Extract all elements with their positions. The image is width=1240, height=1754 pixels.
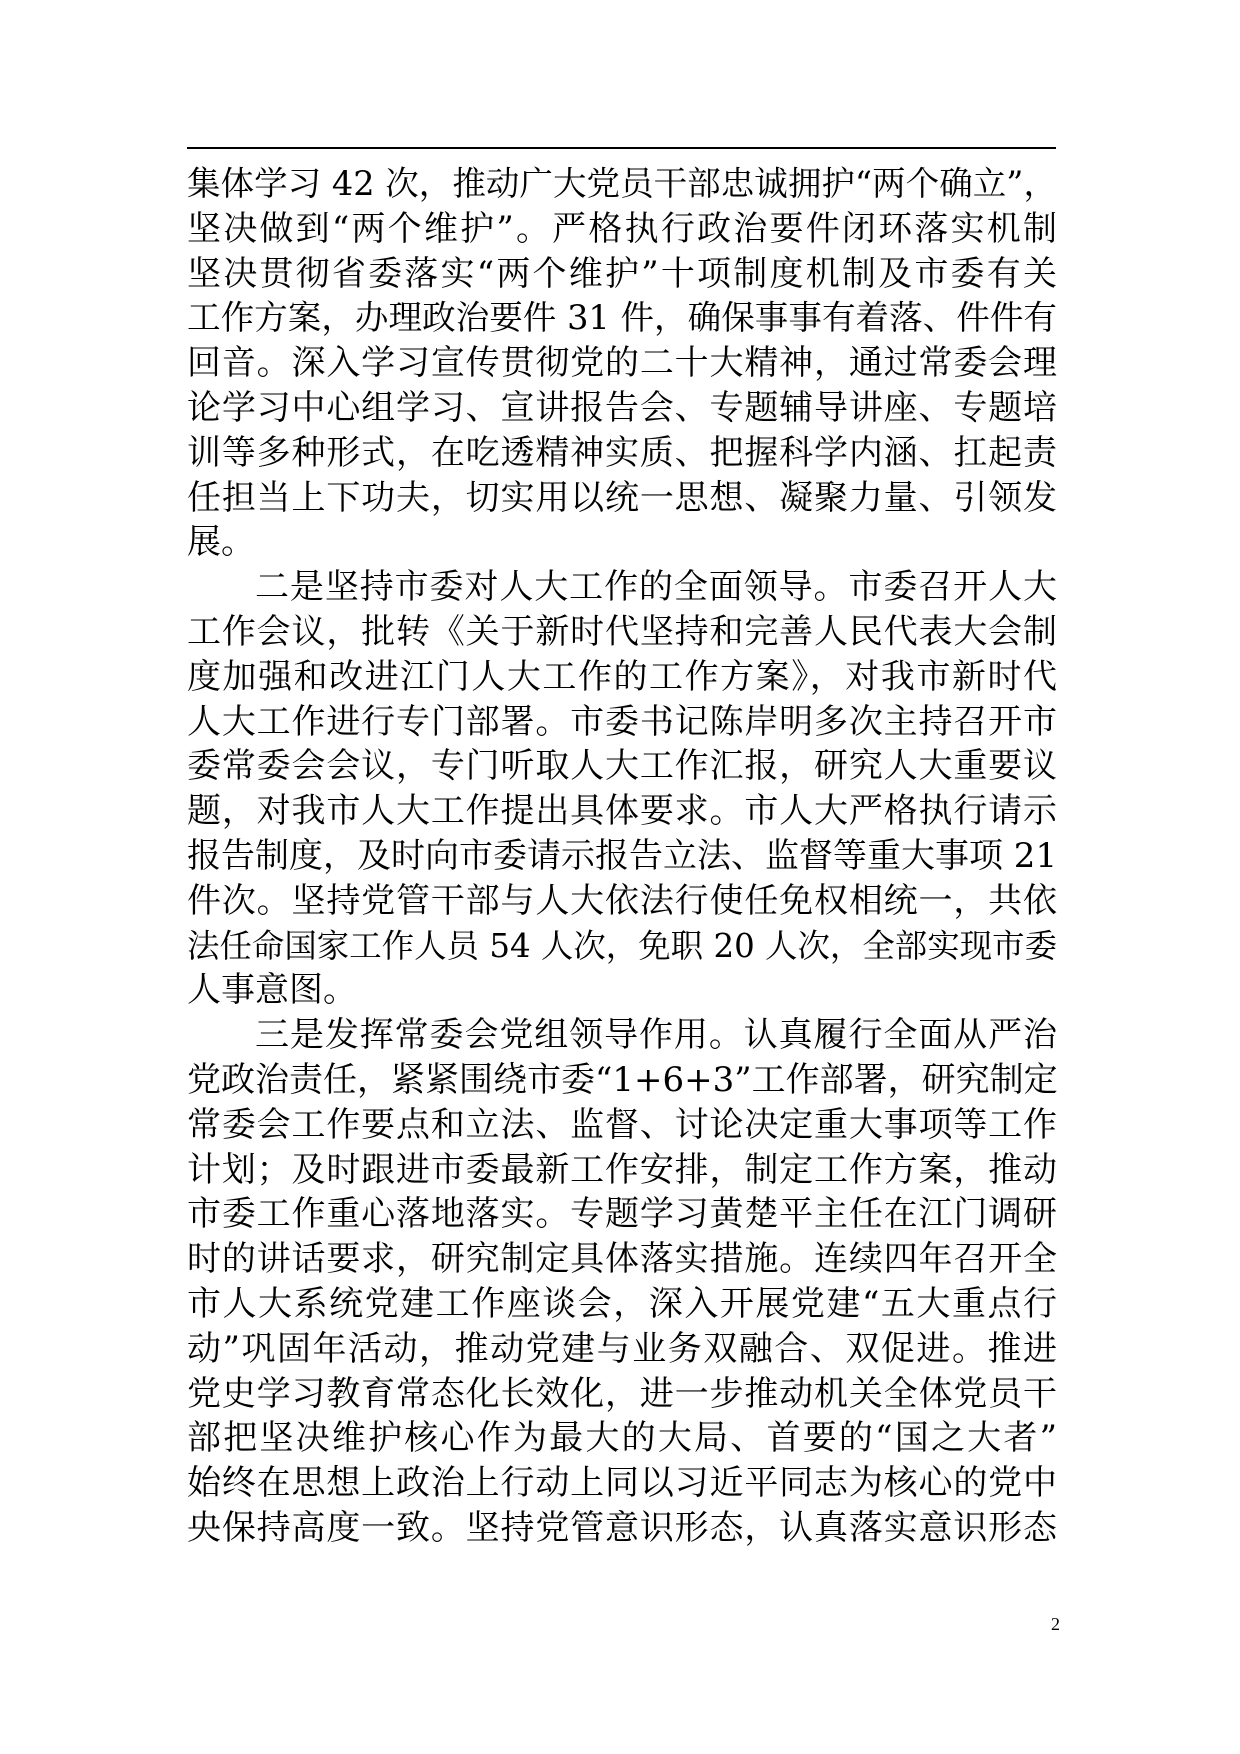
text-line: 常委会工作要点和立法、监督、讨论决定重大事项等工作 — [187, 1104, 1057, 1145]
text-line: 委常委会会议，专门听取人大工作汇报，研究人大重要议 — [187, 746, 1057, 787]
text-line: 人大工作进行专门部署。市委书记陈岸明多次主持召开市 — [187, 701, 1057, 742]
text-line: 论学习中心组学习、宣讲报告会、专题辅导讲座、专题培 — [187, 387, 1057, 428]
text-line: 党政治责任，紧紧围绕市委“1+6+3”工作部署，研究制定 — [187, 1059, 1058, 1100]
text-line: 报告制度，及时向市委请示报告立法、监督等重大事项 21 — [187, 835, 1058, 876]
body-text — [187, 162, 1057, 1551]
text-line: 央保持高度一致。坚持党管意识形态，认真落实意识形态 — [187, 1507, 1057, 1548]
text-line: 市人大系统党建工作座谈会，深入开展党建“五大重点行 — [187, 1283, 1057, 1324]
text-line: 题，对我市人大工作提出具体要求。市人大严格执行请示 — [187, 791, 1057, 832]
text-line: 党史学习教育常态化长效化，进一步推动机关全体党员干 — [187, 1373, 1057, 1414]
text-line: 坚决做到“两个维护”。严格执行政治要件闭环落实机制 — [187, 208, 1057, 249]
text-line: 件次。坚持党管干部与人大依法行使任免权相统一，共依 — [187, 880, 1057, 921]
text-line: 三是发挥常委会党组领导作用。认真履行全面从严治 — [255, 1015, 1057, 1056]
text-line: 工作会议，批转《关于新时代坚持和完善人民代表大会制 — [187, 611, 1057, 652]
text-line: 坚决贯彻省委落实“两个维护”十项制度机制及市委有关 — [187, 253, 1057, 294]
paragraph — [187, 1013, 1057, 1551]
text-line: 二是坚持市委对人大工作的全面领导。市委召开人大 — [255, 567, 1057, 608]
paragraph — [187, 565, 1057, 1013]
text-line: 度加强和改进江门人大工作的工作方案》，对我市新时代 — [187, 656, 1057, 697]
text-line: 计划；及时跟进市委最新工作安排，制定工作方案，推动 — [187, 1149, 1057, 1190]
page-number: 2 — [1051, 1614, 1060, 1634]
text-line: 法任命国家工作人员 54 人次，免职 20 人次，全部实现市委 — [187, 926, 1057, 965]
text-line: 回音。深入学习宣传贯彻党的二十大精神，通过常委会理 — [187, 343, 1057, 384]
text-line: 部把坚决维护核心作为最大的大局、首要的“国之大者” — [187, 1418, 1057, 1459]
text-line: 任担当上下功夫，切实用以统一思想、凝聚力量、引领发 — [187, 477, 1057, 518]
text-line: 动”巩固年活动，推动党建与业务双融合、双促进。推进 — [187, 1328, 1057, 1369]
text-line: 展。 — [187, 522, 255, 563]
text-line: 始终在思想上政治上行动上同以习近平同志为核心的党中 — [187, 1463, 1057, 1504]
text-line: 集体学习 42 次，推动广大党员干部忠诚拥护“两个确立”， — [187, 164, 1057, 203]
text-line: 时的讲话要求，研究制定具体落实措施。连续四年召开全 — [187, 1239, 1057, 1280]
paragraph — [187, 162, 1057, 565]
text-line: 训等多种形式，在吃透精神实质、把握科学内涵、扛起责 — [187, 432, 1057, 473]
text-line: 市委工作重心落地落实。专题学习黄楚平主任在江门调研 — [187, 1194, 1057, 1235]
text-line: 工作方案，办理政治要件 31 件，确保事事有着落、件件有 — [187, 298, 1057, 338]
text-line: 人事意图。 — [187, 970, 357, 1011]
header-rule — [187, 147, 1056, 149]
